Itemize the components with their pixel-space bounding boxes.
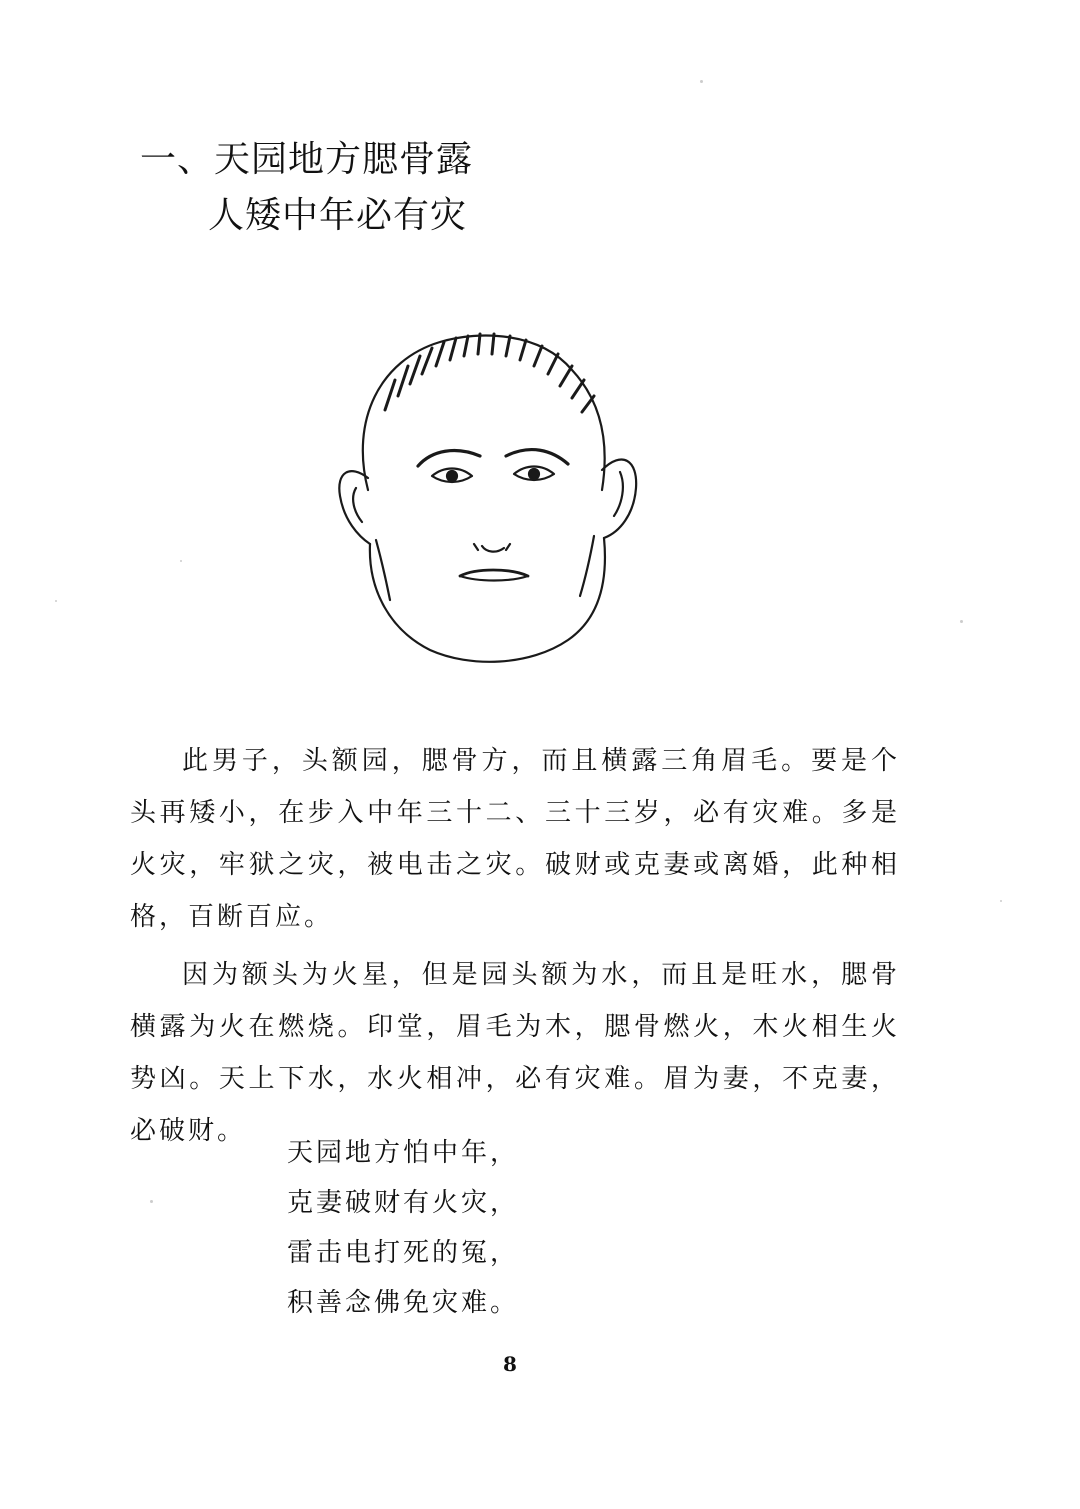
verse-line-3: 雷击电打死的冤， [287,1238,520,1268]
body-text [130,735,900,1163]
chapter-heading [140,132,473,244]
heading-line-1: 一、天园地方腮骨露 [140,139,474,180]
left-eyebrow [418,451,480,466]
scan-speck [700,80,703,83]
right-eyebrow [506,450,568,464]
scan-speck [180,560,182,562]
verse [287,1128,519,1328]
page-number: 8 [503,1352,517,1376]
verse-line-1: 天园地方怕中年， [287,1138,520,1168]
mouth [460,570,528,576]
scan-speck [960,620,963,623]
jaw-outline [370,538,605,662]
scan-speck [55,600,57,602]
head-outline [363,335,605,490]
scan-speck [1000,900,1002,902]
nose [474,544,510,552]
verse-line-4: 积善念佛免灾难。 [287,1288,520,1318]
paragraph-1: 此男子，头额园，腮骨方，而且横露三角眉毛。要是个头再矮小，在步入中年三十二、三十三岁，必有灾难。多是火灾，牢狱之灾，被电击之灾。破财或克妻或离婚，此种相格，百断百应。 [130,746,900,932]
right-ear [602,460,636,538]
verse-line-2: 克妻破财有火灾， [287,1188,520,1218]
paragraph-2: 因为额头为火星，但是园头额为水，而且是旺水，腮骨横露为火在燃烧。印堂，眉毛为木，腮骨燃火，木火相生火势凶。天上下水，水火相冲，必有灾难。眉为妻，不克妻，必破财。 [130,960,900,1146]
hair-strokes [385,334,594,412]
heading-line-2: 人矮中年必有灾 [208,195,468,236]
face-illustration [310,300,650,680]
scan-speck [150,1200,153,1203]
